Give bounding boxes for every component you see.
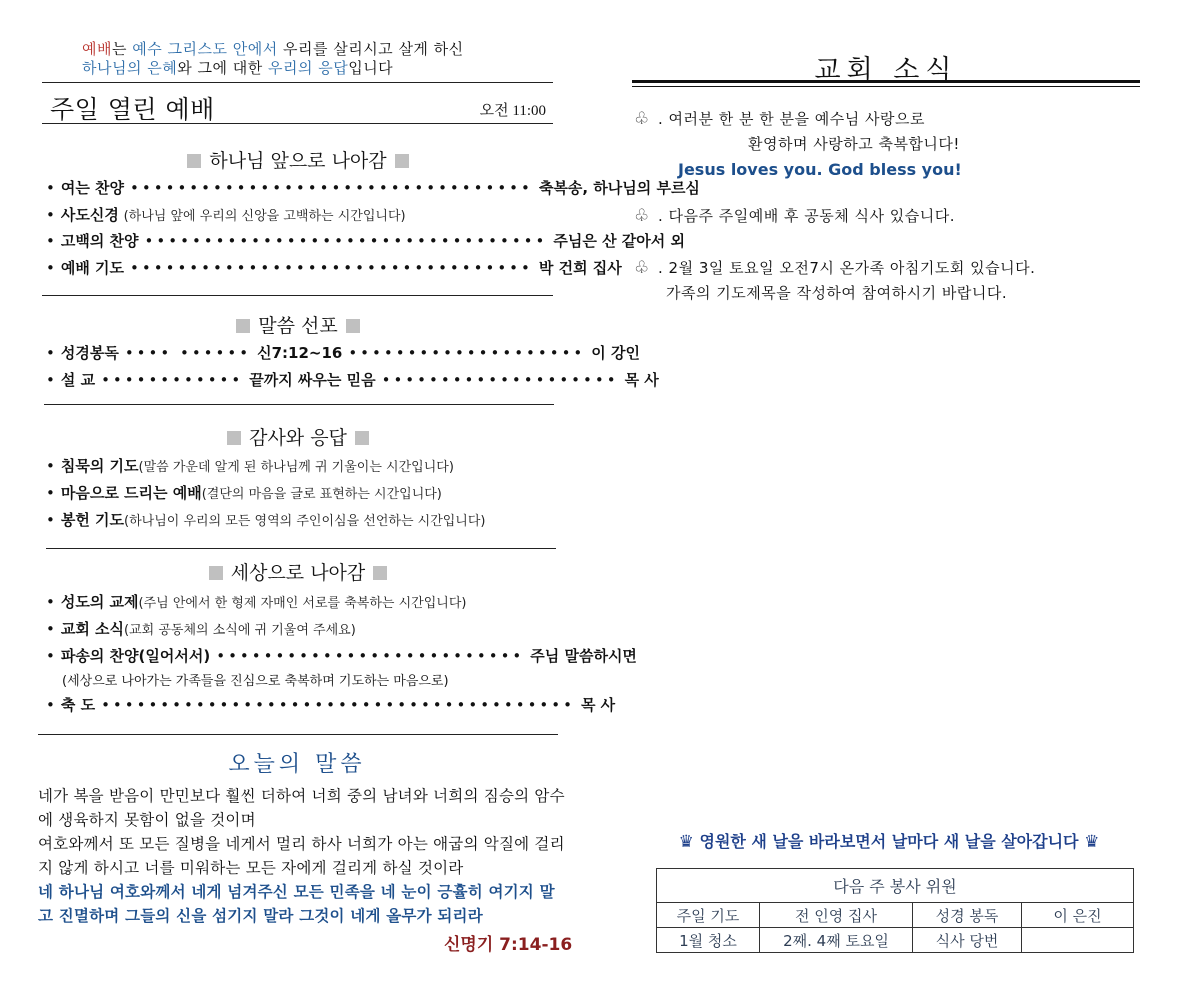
divider	[42, 295, 553, 296]
order-value: 주님은 산 같아서 외	[553, 232, 685, 250]
section-label: 감사와 응답	[249, 427, 347, 449]
news-english: Jesus loves you. God bless you!	[678, 160, 962, 179]
dot-leader: •••• ••••••	[124, 344, 252, 362]
order-value: 축복송, 하나님의 부르심	[538, 179, 700, 197]
order-label: 축 도	[60, 696, 96, 714]
order-label: 교회 소식	[60, 620, 125, 638]
order-note: (주님 안에서 한 형제 자매인 서로를 축복하는 시간입니다)	[138, 596, 467, 611]
double-divider	[632, 80, 1140, 83]
divider	[44, 404, 554, 405]
news-text: 2월 3일 토요일 오전7시 온가족 아침기도회 있습니다.	[668, 259, 1036, 277]
order-note: (하나님이 우리의 모든 영역의 주인이심을 선언하는 시간입니다)	[124, 514, 486, 529]
dot-leader: ••••••••••••	[101, 371, 244, 389]
dot-leader: ••••••••••••••••••••••••••	[216, 647, 525, 665]
dot-leader: ••••••••••••••••••••••••••••••••••	[144, 232, 548, 250]
order-item: • 교회 소식 (교회 공동체의 소식에 귀 기울여 주세요)	[46, 620, 356, 638]
dot-leader: ••••••••••••••••••••••••••••••••••	[130, 179, 533, 197]
news-text: 다음주 주일예배 후 공동체 식사 있습니다.	[668, 207, 955, 225]
order-label: 사도신경	[60, 206, 119, 224]
dot-leader: ••••••••••••••••••••	[348, 344, 586, 362]
worship-time: 오전 11:00	[479, 103, 546, 119]
order-value: 목 사	[624, 371, 659, 389]
square-icon	[209, 566, 223, 580]
section-heading	[42, 423, 554, 450]
scripture-verse: 여호와께서 또 모든 질병을 네게서 멀리 하사 너희가 아는 애굽의 악질에 걸리지 않게 하시고 너를 미워하는 모든 자에게 걸리게 하실 것이라	[38, 835, 565, 877]
order-label: 성경봉독	[60, 344, 119, 362]
scripture-verse: 네 하나님 여호와께서 네게 넘겨주신 모든 민족을 네 눈이 긍휼히 여기지 말고 진멸하며 그들의 신을 섬기지 말라 그것이 네게 올무가 되리라	[38, 883, 555, 925]
square-icon	[373, 566, 387, 580]
table-cell: 이 은진	[1022, 903, 1134, 928]
order-value: 주님 말씀하시면	[530, 647, 637, 665]
club-icon: ♧	[634, 206, 650, 226]
motto-part: 는	[111, 40, 133, 58]
motto-part: 우리의 응답	[267, 59, 349, 77]
order-label: 마음으로 드리는 예배	[60, 484, 202, 502]
dot-leader: ••••••••••••••••••••	[381, 371, 619, 389]
news-title: 교회 소식	[814, 55, 958, 86]
motto-part: 와 그에 대한	[177, 59, 268, 77]
order-label: 설 교	[60, 371, 96, 389]
order-note: (결단의 마음을 글로 표현하는 시간입니다)	[201, 487, 442, 502]
news-item: ♧ . 여러분 한 분 한 분을 예수님 사랑으로 환영하며 사랑하고 축복합니다! Jesus loves you. God bless you!	[634, 107, 962, 182]
motto-part: 우리를 살리시고 살게 하신	[277, 40, 464, 58]
order-item: • 파송의 찬양(일어서서) •••••••••••••••••••••••••• 주님 말씀하시면	[46, 647, 637, 665]
banner-text: 영원한 새 날을 바라보면서 날마다 새 날을 살아갑니다	[699, 832, 1079, 851]
order-item: • 마음으로 드리는 예배 (결단의 마음을 글로 표현하는 시간입니다)	[46, 484, 442, 502]
order-note: (하나님 앞에 우리의 신앙을 고백하는 시간입니다)	[123, 209, 406, 224]
order-item: • 침묵의 기도 (말씀 가운데 알게 된 하나님께 귀 기울이는 시간입니다)	[46, 457, 454, 475]
crown-icon: ♛	[678, 832, 694, 852]
order-note: (세상으로 나아가는 가족들을 진심으로 축복하며 기도하는 마음으로)	[62, 674, 449, 689]
order-label: 여는 찬양	[60, 179, 125, 197]
banner	[664, 829, 1114, 852]
order-item: • 사도신경 (하나님 앞에 우리의 신앙을 고백하는 시간입니다)	[46, 206, 406, 224]
order-value: 이 강인	[591, 344, 640, 362]
service-table-header: 다음 주 봉사 위원	[657, 869, 1134, 903]
table-cell: 식사 당번	[913, 928, 1022, 953]
order-label: 파송의 찬양(일어서서)	[60, 647, 211, 665]
order-value: 목 사	[580, 696, 616, 714]
square-icon	[236, 319, 250, 333]
order-label: 침묵의 기도	[60, 457, 139, 475]
scripture	[38, 784, 568, 928]
club-icon: ♧	[634, 109, 650, 129]
order-item: • 축 도 •••••••••••••••••••••••••••••••••••••••• 목 사	[46, 696, 616, 714]
motto-part: 예배	[82, 40, 112, 58]
double-divider	[632, 86, 1140, 87]
section-label: 말씀 선포	[258, 315, 338, 337]
square-icon	[346, 319, 360, 333]
motto-part: 예수 그리스도 안에서	[132, 40, 278, 58]
crown-icon: ♛	[1084, 832, 1100, 852]
order-item: • 예배 기도 •••••••••••••••••••••••••••••••••• 박 건희 집사	[46, 259, 622, 277]
order-item: • 봉헌 기도 (하나님이 우리의 모든 영역의 주인이심을 선언하는 시간입니다)	[46, 511, 486, 529]
order-label: 예배 기도	[60, 259, 125, 277]
divider	[42, 82, 553, 83]
order-item: • 성도의 교제 (주님 안에서 한 형제 자매인 서로를 축복하는 시간입니다)	[46, 593, 467, 611]
divider	[38, 734, 558, 735]
section-heading	[42, 146, 554, 173]
order-label: 고백의 찬양	[60, 232, 139, 250]
section-heading	[42, 311, 554, 338]
table-cell: 성경 봉독	[913, 903, 1022, 928]
club-icon: ♧	[634, 258, 650, 278]
motto-part: 입니다	[348, 59, 394, 77]
table-cell	[1022, 928, 1134, 953]
motto	[82, 40, 464, 78]
section-label: 하나님 앞으로 나아감	[209, 150, 387, 172]
news-item: ♧ . 다음주 주일예배 후 공동체 식사 있습니다.	[634, 204, 955, 229]
news-text: 가족의 기도제목을 작성하여 참여하시기 바랍니다.	[666, 284, 1008, 302]
motto-line-1	[82, 40, 464, 59]
table-cell: 2째. 4째 토요일	[760, 928, 913, 953]
order-value: 박 건희 집사	[538, 259, 622, 277]
divider	[42, 123, 553, 124]
order-passage: 신7:12~16	[257, 344, 343, 362]
motto-part: 하나님의 은혜	[82, 59, 178, 77]
table-row	[657, 928, 1134, 953]
motto-line-2	[82, 59, 464, 78]
scripture-reference: 신명기 7:14-16	[444, 935, 573, 955]
today-title: 오늘의 말씀	[228, 752, 366, 777]
scripture-verse: 네가 복을 받음이 만민보다 훨씬 더하여 너희 중의 남녀와 너희의 짐승의 암수에 생육하지 못함이 없을 것이며	[38, 787, 565, 829]
news-text: 여러분 한 분 한 분을 예수님 사랑으로	[668, 110, 926, 128]
order-item: • 여는 찬양 •••••••••••••••••••••••••••••••••• 축복송, 하나님의 부르심	[46, 179, 700, 197]
table-cell: 1월 청소	[657, 928, 760, 953]
order-label: 성도의 교제	[60, 593, 139, 611]
order-label: 봉헌 기도	[60, 511, 125, 529]
table-row	[657, 903, 1134, 928]
section-heading	[42, 558, 554, 585]
divider	[46, 548, 556, 549]
order-note: (교회 공동체의 소식에 귀 기울여 주세요)	[124, 623, 356, 638]
news-item: ♧ . 2월 3일 토요일 오전7시 온가족 아침기도회 있습니다. 가족의 기도제목을 작성하여 참여하시기 바랍니다.	[634, 256, 1035, 306]
worship-title: 주일 열린 예배	[50, 95, 215, 124]
table-cell: 주일 기도	[657, 903, 760, 928]
square-icon	[187, 154, 201, 168]
dot-leader: ••••••••••••••••••••••••••••••••••••••••	[101, 696, 575, 714]
section-label: 세상으로 나아감	[230, 562, 366, 584]
order-note: (말씀 가운데 알게 된 하나님께 귀 기울이는 시간입니다)	[138, 460, 454, 475]
square-icon	[355, 431, 369, 445]
order-item: • 성경봉독 •••• •••••• 신7:12~16 •••••••••••••••••••• 이 강인	[46, 344, 640, 362]
order-item: • 고백의 찬양 •••••••••••••••••••••••••••••••••• 주님은 산 같아서 외	[46, 232, 685, 250]
square-icon	[395, 154, 409, 168]
news-text: 환영하며 사랑하고 축복합니다!	[748, 135, 960, 153]
service-table	[656, 868, 1134, 953]
sermon-title: 끝까지 싸우는 믿음	[249, 371, 376, 389]
table-cell: 전 인영 집사	[760, 903, 913, 928]
order-item: • 설 교 •••••••••••• 끝까지 싸우는 믿음 •••••••••••••••••••• 목 사	[46, 371, 659, 389]
dot-leader: ••••••••••••••••••••••••••••••••••	[130, 259, 533, 277]
square-icon	[227, 431, 241, 445]
